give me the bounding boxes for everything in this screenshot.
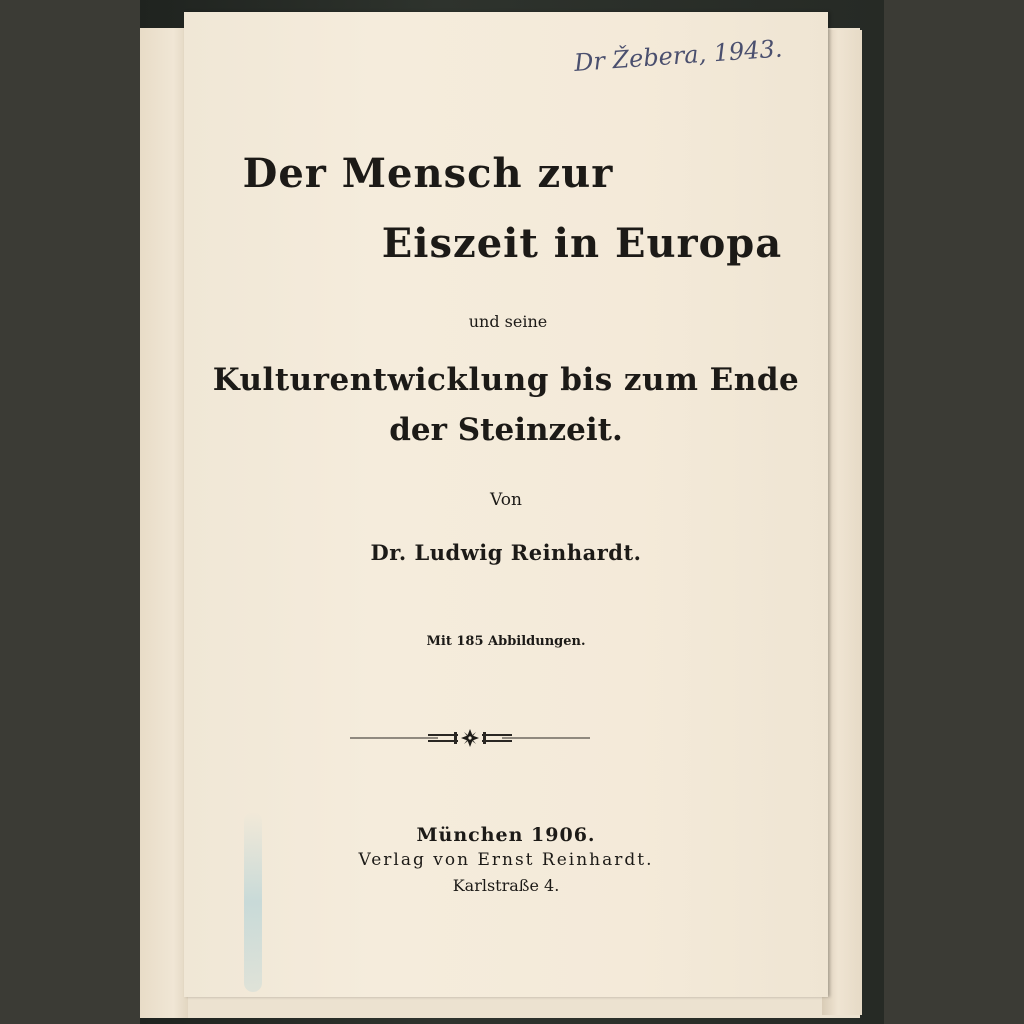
page-edge-strip (822, 30, 862, 1015)
author-name: Dr. Ludwig Reinhardt. (370, 540, 642, 565)
publisher-address: Karlstraße 4. (452, 876, 560, 895)
title-connector: und seine (468, 312, 548, 331)
title-line-2: Eiszeit in Europa (381, 220, 783, 267)
subtitle-line-2: der Steinzeit. (389, 412, 623, 448)
ornament-divider (350, 718, 590, 758)
author-by: Von (490, 490, 522, 510)
handwritten-inscription: Dr Žebera, 1943. (573, 34, 784, 77)
subtitle-line-1: Kulturentwicklung bis zum Ende (212, 362, 800, 398)
title-page (184, 12, 828, 997)
place-year: München 1906. (416, 824, 596, 846)
publisher: Verlag von Ernst Reinhardt. (358, 850, 654, 870)
illustrations-note: Mit 185 Abbildungen. (426, 634, 586, 649)
star-icon (461, 729, 479, 747)
title-line-1: Der Mensch zur (242, 150, 614, 197)
